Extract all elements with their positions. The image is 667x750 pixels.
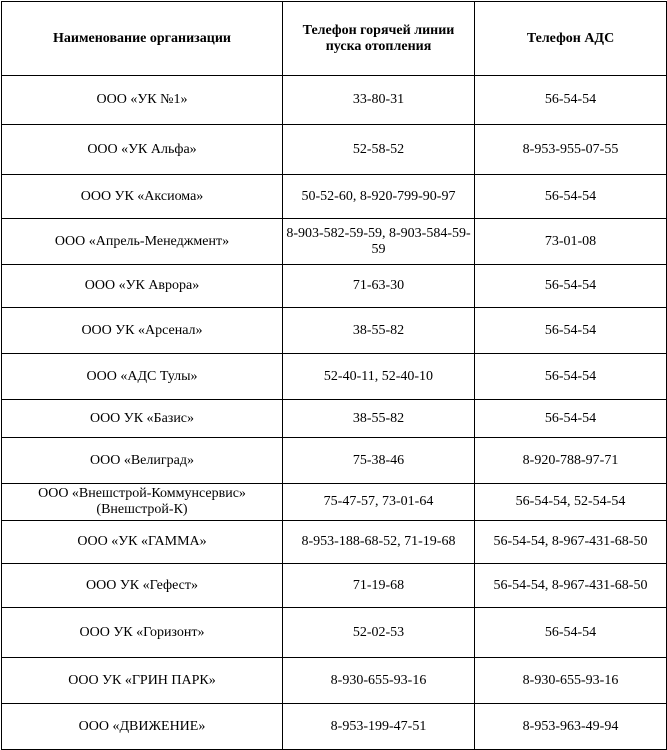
ads-cell: 56-54-54 bbox=[475, 354, 667, 400]
hotline-cell: 38-55-82 bbox=[283, 308, 475, 354]
table-row bbox=[2, 521, 667, 564]
organization-cell: ООО «УК Аврора» bbox=[2, 265, 283, 308]
hotline-cell: 33-80-31 bbox=[283, 76, 475, 125]
ads-cell: 56-54-54, 8-967-431-68-50 bbox=[475, 521, 667, 564]
organization-cell: ООО УК «Горизонт» bbox=[2, 608, 283, 658]
ads-cell: 56-54-54, 8-967-431-68-50 bbox=[475, 564, 667, 608]
hotline-cell: 75-38-46 bbox=[283, 438, 475, 484]
organization-cell: ООО «АДС Тулы» bbox=[2, 354, 283, 400]
hotline-cell: 8-903-582-59-59, 8-903-584-59-59 bbox=[283, 219, 475, 265]
hotline-cell: 52-58-52 bbox=[283, 125, 475, 175]
hotline-cell: 38-55-82 bbox=[283, 400, 475, 438]
organization-cell: ООО «Велиград» bbox=[2, 438, 283, 484]
organization-cell: ООО «Внешстрой-Коммунсервис» (Внешстрой-К) bbox=[2, 484, 283, 521]
table-row bbox=[2, 308, 667, 354]
header-hotline-phone: Телефон горячей линии пуска отопления bbox=[283, 2, 475, 76]
hotline-cell: 8-953-188-68-52, 71-19-68 bbox=[283, 521, 475, 564]
ads-cell: 56-54-54, 52-54-54 bbox=[475, 484, 667, 521]
table-row bbox=[2, 354, 667, 400]
organization-cell: ООО «УК Альфа» bbox=[2, 125, 283, 175]
header-ads-phone: Телефон АДС bbox=[475, 2, 667, 76]
organization-cell: ООО «УК «ГАММА» bbox=[2, 521, 283, 564]
organization-cell: ООО «УК №1» bbox=[2, 76, 283, 125]
organization-cell: ООО УК «Базис» bbox=[2, 400, 283, 438]
hotline-cell: 52-40-11, 52-40-10 bbox=[283, 354, 475, 400]
hotline-cell: 71-19-68 bbox=[283, 564, 475, 608]
organization-cell: ООО УК «Гефест» bbox=[2, 564, 283, 608]
ads-cell: 8-920-788-97-71 bbox=[475, 438, 667, 484]
table-row bbox=[2, 76, 667, 125]
table-row bbox=[2, 608, 667, 658]
hotline-cell: 8-953-199-47-51 bbox=[283, 704, 475, 750]
organization-cell: ООО «Апрель-Менеджмент» bbox=[2, 219, 283, 265]
table-row bbox=[2, 265, 667, 308]
organizations-phone-table bbox=[1, 1, 667, 750]
table-row bbox=[2, 658, 667, 704]
hotline-cell: 50-52-60, 8-920-799-90-97 bbox=[283, 175, 475, 219]
ads-cell: 73-01-08 bbox=[475, 219, 667, 265]
hotline-cell: 8-930-655-93-16 bbox=[283, 658, 475, 704]
organization-cell: ООО УК «Аксиома» bbox=[2, 175, 283, 219]
hotline-cell: 75-47-57, 73-01-64 bbox=[283, 484, 475, 521]
table-row bbox=[2, 704, 667, 750]
ads-cell: 56-54-54 bbox=[475, 265, 667, 308]
header-row bbox=[2, 2, 667, 76]
ads-cell: 56-54-54 bbox=[475, 175, 667, 219]
ads-cell: 56-54-54 bbox=[475, 400, 667, 438]
table-row bbox=[2, 400, 667, 438]
header-organization: Наименование организации bbox=[2, 2, 283, 76]
ads-cell: 56-54-54 bbox=[475, 76, 667, 125]
table-row bbox=[2, 175, 667, 219]
ads-cell: 8-953-963-49-94 bbox=[475, 704, 667, 750]
organization-cell: ООО УК «Арсенал» bbox=[2, 308, 283, 354]
hotline-cell: 52-02-53 bbox=[283, 608, 475, 658]
table-row bbox=[2, 438, 667, 484]
ads-cell: 56-54-54 bbox=[475, 308, 667, 354]
organization-cell: ООО «ДВИЖЕНИЕ» bbox=[2, 704, 283, 750]
table-row bbox=[2, 219, 667, 265]
ads-cell: 8-953-955-07-55 bbox=[475, 125, 667, 175]
hotline-cell: 71-63-30 bbox=[283, 265, 475, 308]
ads-cell: 8-930-655-93-16 bbox=[475, 658, 667, 704]
ads-cell: 56-54-54 bbox=[475, 608, 667, 658]
organization-cell: ООО УК «ГРИН ПАРК» bbox=[2, 658, 283, 704]
table-row bbox=[2, 564, 667, 608]
table-row bbox=[2, 484, 667, 521]
table-row bbox=[2, 125, 667, 175]
